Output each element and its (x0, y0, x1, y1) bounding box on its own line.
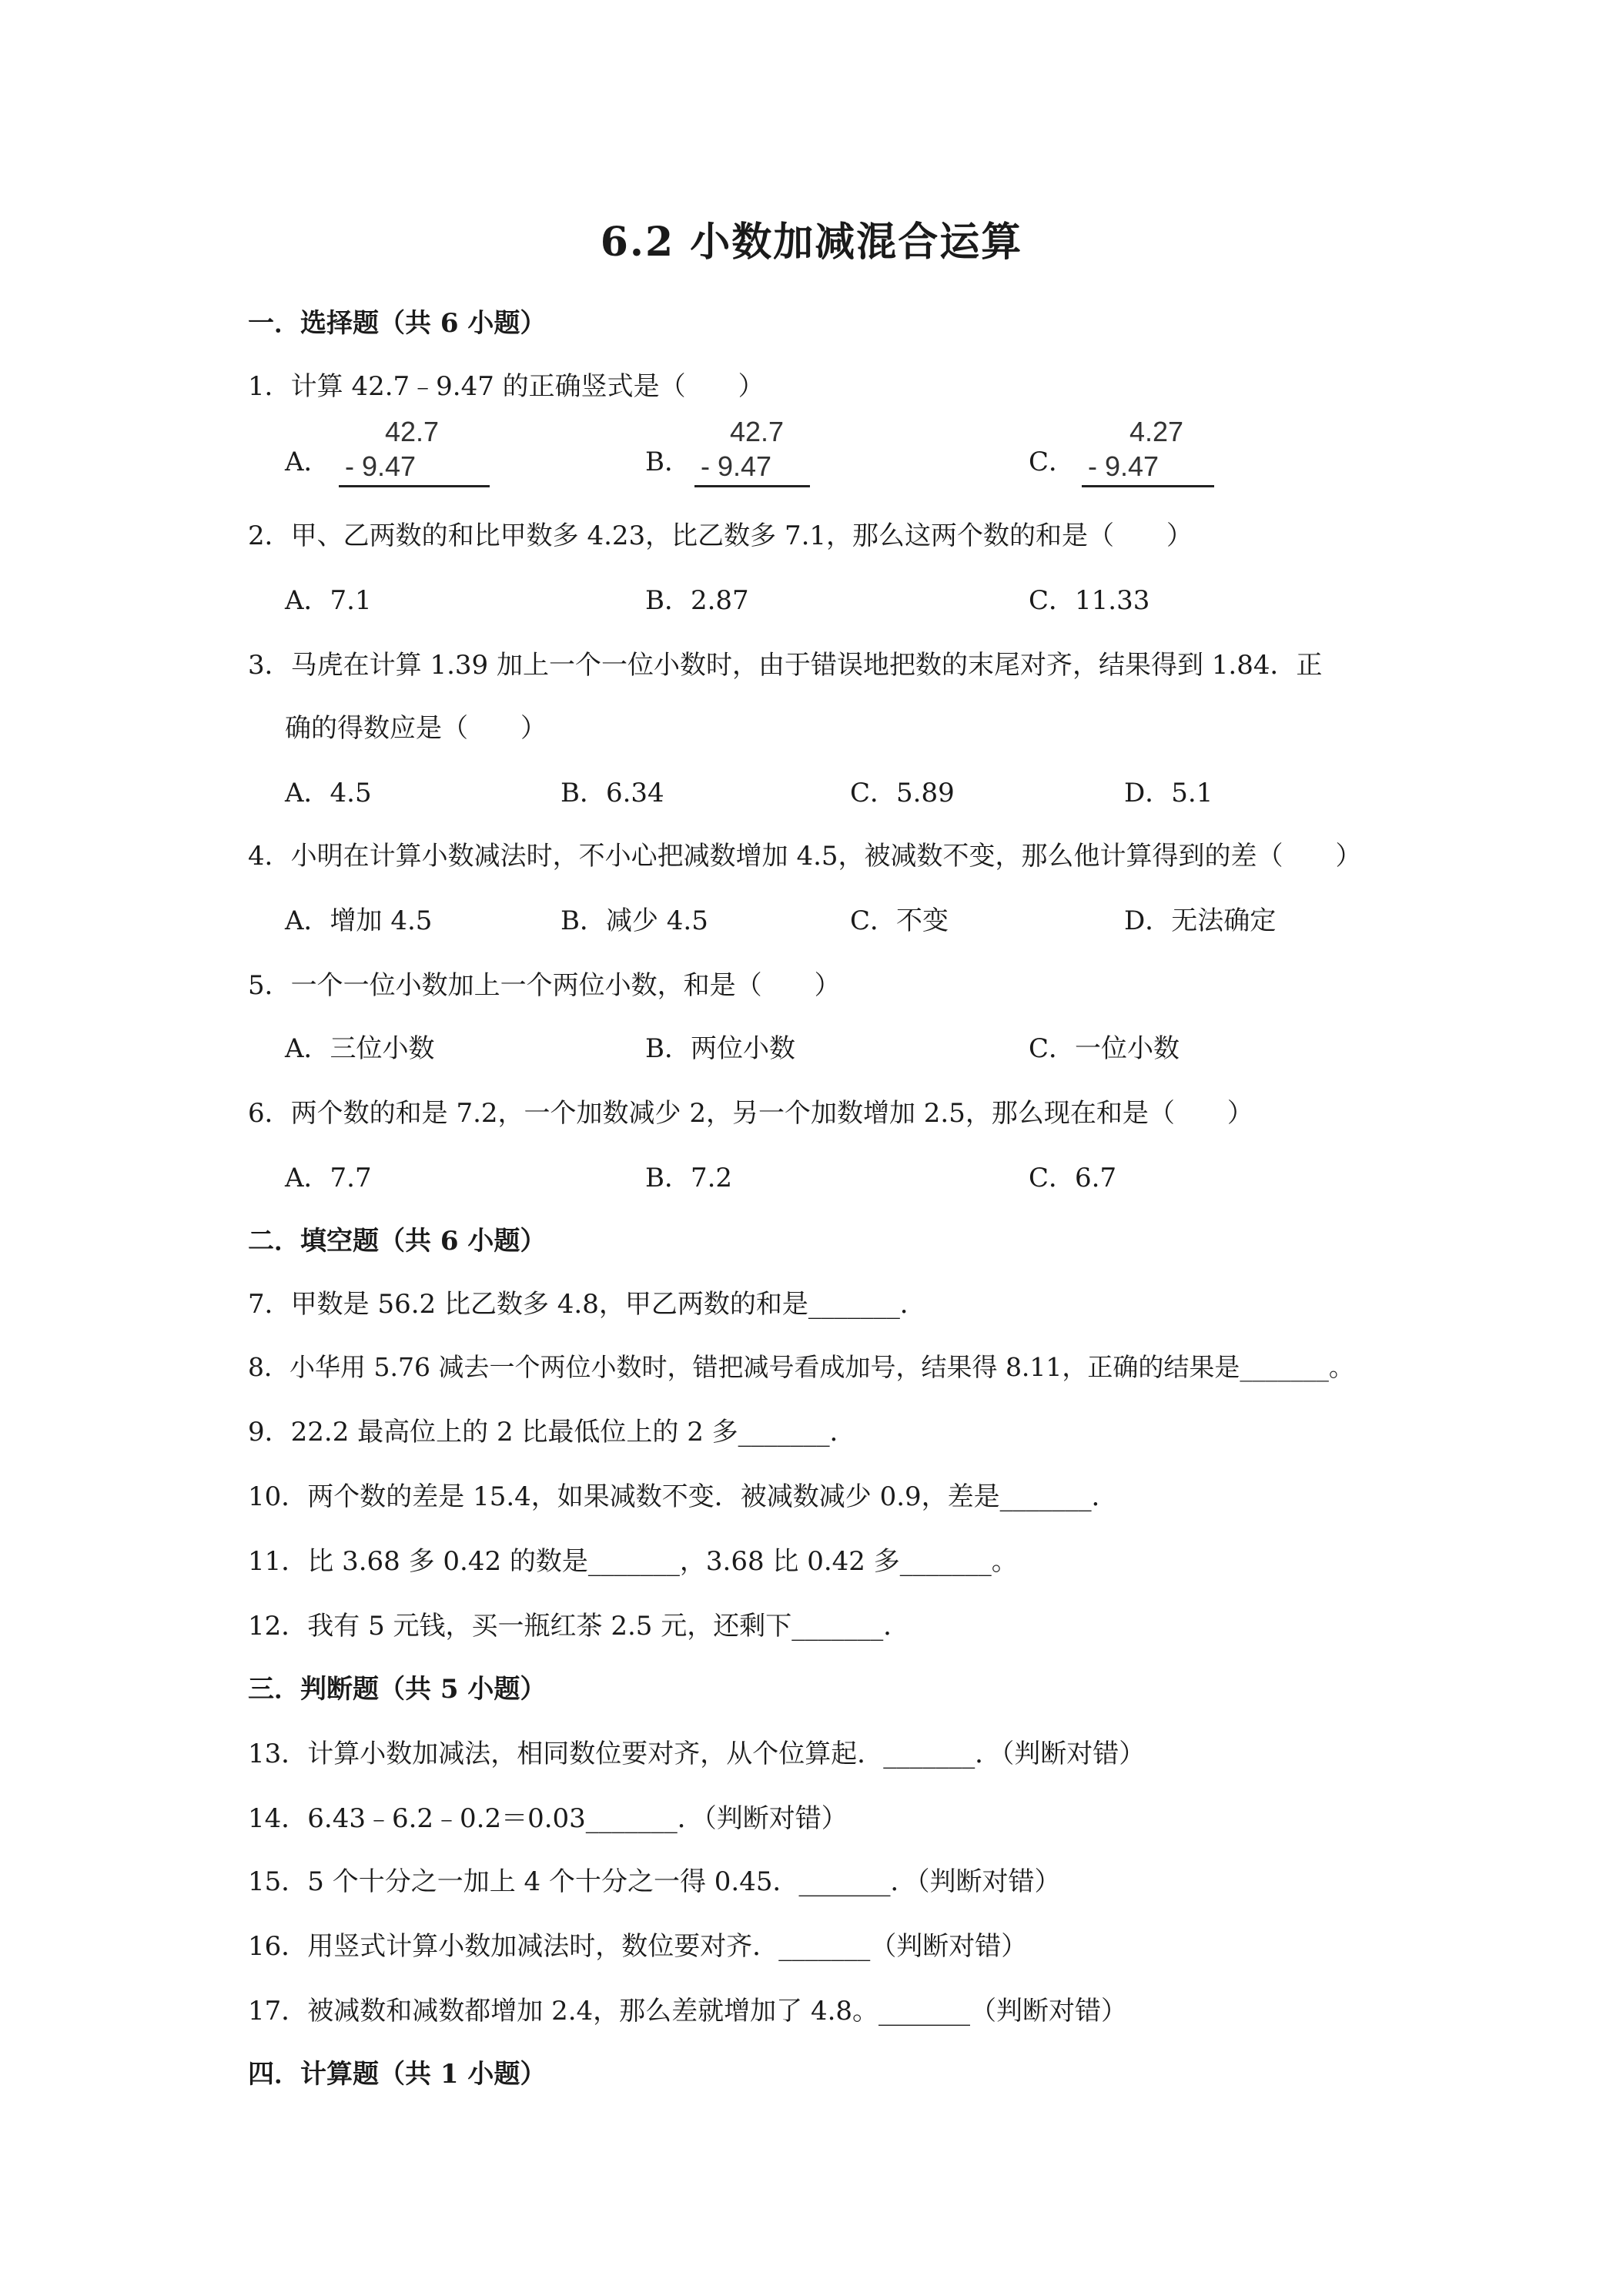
question-13: 13．计算小数加减法，相同数位要对齐，从个位算起．_______．（判断对错） (248, 1739, 1146, 1769)
question-9: 9．22.2 最高位上的 2 比最低位上的 2 多_______． (248, 1417, 856, 1448)
question-12: 12．我有 5 元钱，买一瓶红茶 2.5 元，还剩下_______． (248, 1611, 910, 1642)
q1-b-top-number: 42.7 (730, 416, 785, 447)
q1-b-calc-rule (694, 485, 810, 487)
question-3-stem-line-1: 3．马虎在计算 1.39 加上一个一位小数时，由于错误地把数的末尾对齐，结果得到 1.84．正 (248, 650, 1323, 681)
section-heading-calculation: 四．计算题（共 1 小题） (248, 2059, 547, 2090)
question-4-stem: 4．小明在计算小数减法时，不小心把减数增加 4.5，被减数不变，那么他计算得到的差（ ） (248, 841, 1362, 872)
question-5-stem: 5．一个一位小数加上一个两位小数，和是（ ） (248, 970, 841, 1001)
q3-option-c: C．5.89 (850, 778, 955, 808)
question-15: 15．5 个十分之一加上 4 个十分之一得 0.45．_______．（判断对错） (248, 1866, 1061, 1897)
question-16: 16．用竖式计算小数加减法时，数位要对齐．_______（判断对错） (248, 1931, 1028, 1962)
q2-option-a: A．7.1 (285, 585, 372, 616)
q4-option-b: B．减少 4.5 (561, 905, 708, 936)
question-2-stem: 2．甲、乙两数的和比甲数多 4.23，比乙数多 7.1，那么这两个数的和是（ ） (248, 520, 1193, 551)
q1-option-b-label: B． (645, 447, 691, 477)
q4-option-d: D．无法确定 (1124, 905, 1277, 936)
q1-c-top-number: 4.27 (1129, 416, 1184, 447)
q5-option-b: B．两位小数 (645, 1033, 795, 1064)
question-10: 10．两个数的差是 15.4，如果减数不变．被减数减少 0.9，差是_______． (248, 1481, 1118, 1512)
q1-option-b-vertical-calc (694, 416, 833, 493)
q2-option-c: C．11.33 (1029, 585, 1150, 616)
question-17: 17．被减数和减数都增加 2.4，那么差就增加了 4.8。_______（判断对错） (248, 1996, 1128, 2027)
section-heading-true-false: 三．判断题（共 5 小题） (248, 1674, 547, 1705)
q6-option-b: B．7.2 (645, 1163, 733, 1193)
q3-option-d: D．5.1 (1124, 778, 1213, 808)
q4-option-c: C．不变 (850, 905, 949, 936)
q1-a-calc-rule (339, 485, 490, 487)
q5-option-a: A．三位小数 (285, 1033, 435, 1064)
q3-option-b: B．6.34 (561, 778, 664, 808)
q4-option-a: A．增加 4.5 (285, 905, 433, 936)
q2-option-b: B．2.87 (645, 585, 749, 616)
q1-option-c-vertical-calc (1082, 416, 1220, 493)
q6-option-a: A．7.7 (285, 1163, 372, 1193)
q6-option-c: C．6.7 (1029, 1163, 1117, 1193)
q1-b-bottom-number: - 9.47 (701, 450, 772, 482)
q1-c-calc-rule (1082, 485, 1214, 487)
question-7: 7．甲数是 56.2 比乙数多 4.8，甲乙两数的和是_______． (248, 1289, 926, 1320)
page-title: 6.2 小数加减混合运算 (600, 219, 1023, 266)
question-14: 14．6.43﹣6.2﹣0.2＝0.03_______．（判断对错） (248, 1803, 848, 1834)
q1-option-a-vertical-calc (339, 416, 493, 493)
question-11: 11．比 3.68 多 0.42 的数是_______，3.68 比 0.42 多_______。 (248, 1546, 1018, 1577)
question-8: 8．小华用 5.76 减去一个两位小数时，错把减号看成加号，结果得 8.11，正确的结果是_______。 (248, 1352, 1354, 1382)
q5-option-c: C．一位小数 (1029, 1033, 1180, 1064)
q1-c-bottom-number: - 9.47 (1088, 450, 1160, 482)
q1-a-bottom-number: - 9.47 (345, 450, 417, 482)
question-1-stem: 1．计算 42.7﹣9.47 的正确竖式是（ ） (248, 371, 765, 402)
section-heading-fill-blank: 二．填空题（共 6 小题） (248, 1226, 547, 1257)
q1-option-a-label: A． (285, 447, 330, 477)
q1-a-top-number: 42.7 (385, 416, 440, 447)
q3-option-a: A．4.5 (285, 778, 372, 808)
section-heading-choice: 一．选择题（共 6 小题） (248, 308, 547, 339)
q1-option-c-label: C． (1029, 447, 1076, 477)
question-6-stem: 6．两个数的和是 7.2，一个加数减少 2，另一个加数增加 2.5，那么现在和是（ ） (248, 1098, 1253, 1129)
question-3-stem-line-2: 确的得数应是（ ） (285, 713, 547, 744)
